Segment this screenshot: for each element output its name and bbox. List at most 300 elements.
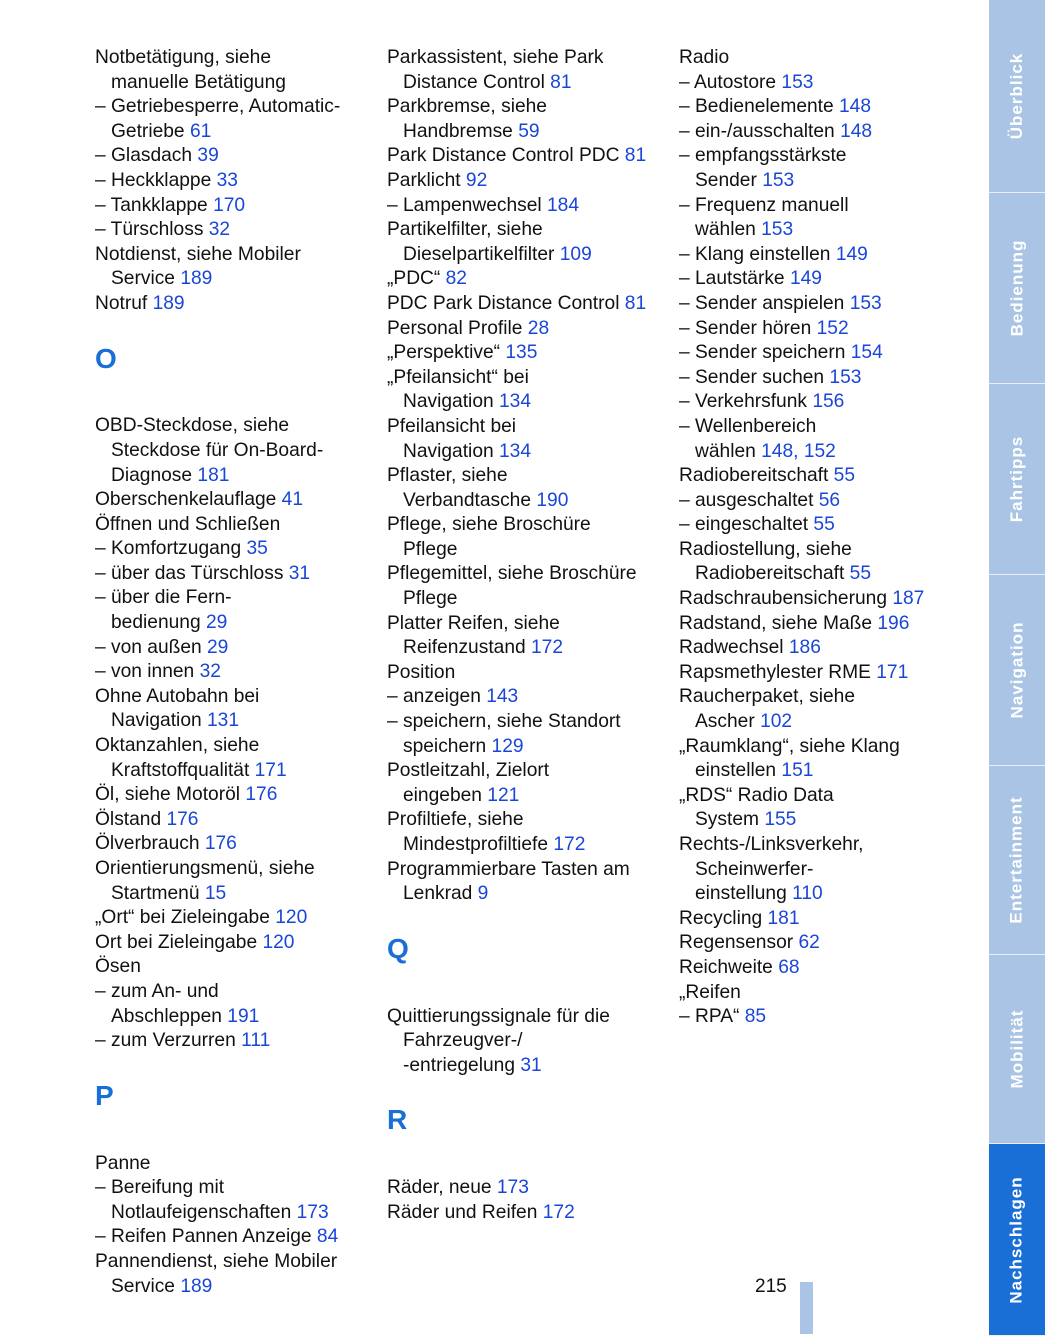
entry-text: Recycling [679,907,768,929]
entry-text: Personal Profile [387,317,528,339]
page-reference-link[interactable]: 189 [152,292,185,314]
index-entry [95,218,360,243]
index-entry [387,194,657,219]
section-letter-heading: P [95,1079,114,1111]
entry-text: „Perspektive“ [387,342,506,364]
entry-text: Ösen [95,956,141,978]
page-reference-link[interactable]: 172 [531,637,564,659]
index-entry [679,513,949,538]
index-entry-continuation [387,243,657,268]
entry-text: – Lampenwechsel [387,194,547,216]
entry-text: Service [111,268,181,290]
entry-text: Panne [95,1152,151,1174]
index-entry [387,46,657,71]
entry-text: Fahrzeugver-/ [403,1030,523,1052]
index-entry-continuation [679,808,949,833]
entry-text: Pflege [403,538,458,560]
entry-text: Regensensor [679,932,799,954]
entry-text: – Wellenbereich [679,415,817,437]
entry-text: – eingeschaltet [679,514,814,536]
index-entry [387,858,657,883]
page-reference-link[interactable]: 155 [764,809,797,831]
entry-text: – Komfortzugang [95,538,247,560]
page-reference-link[interactable]: 39 [197,145,219,167]
index-entry [95,46,360,71]
index-entry-continuation [387,636,657,661]
entry-text: „Ort“ bei Zieleingabe [95,907,276,929]
entry-text: Orientierungsmenü, siehe [95,858,315,880]
entry-text: bedienung [111,612,206,634]
page-reference-link[interactable]: 92 [465,169,488,191]
entry-text: – Sender anspielen [679,292,850,314]
page-reference-link[interactable]: 33 [216,169,238,191]
index-entry [387,169,657,194]
entry-text: Pflaster, siehe [387,465,508,487]
section-tab-label: Navigation [1007,621,1026,719]
entry-text: Öffnen und Schließen [95,513,281,535]
entry-text: -entriegelung [403,1054,521,1076]
index-entry [679,95,949,120]
entry-text: Quittierungssignale für die [387,1005,610,1027]
index-entry [95,1152,360,1177]
page-reference-link[interactable]: 111 [241,1030,271,1052]
entry-text: Profiltiefe, siehe [387,809,524,831]
entry-text: – über das Türschloss [95,562,289,584]
entry-text: Notruf [95,292,153,314]
section-tab-label: Nachschlagen [1007,1175,1027,1304]
entry-text: – Glasdach [95,145,198,167]
page-reference-link[interactable]: 82 [445,268,467,290]
entry-text: – von innen [95,661,200,683]
index-entry [679,120,949,145]
entry-text: Verbandtasche [403,489,537,511]
page-reference-link[interactable]: 171 [876,661,909,683]
section-letter-heading: Q [387,932,409,964]
index-entry-continuation [679,759,949,784]
entry-text: Ohne Autobahn bei [95,685,260,707]
entry-text: System [695,809,765,831]
entry-text: manuelle Betätigung [111,71,286,93]
entry-text: „RDS“ Radio Data [679,784,834,806]
index-entry-continuation [387,538,657,563]
entry-text: Pannendienst, siehe Mobiler [95,1250,338,1272]
entry-text: Öl, siehe Motoröl [95,784,246,806]
index-entry [95,414,360,439]
entry-text: Rechts-/Linksverkehr, [679,834,864,855]
index-entry-continuation [95,709,360,734]
index-entry [95,95,360,120]
entry-text: – über die Fern- [95,587,232,609]
page-reference-link[interactable]: 121 [487,784,520,806]
page-reference-link[interactable]: 176 [204,833,237,855]
page-reference-link[interactable]: 196 [877,612,910,634]
entry-text: Radiobereitschaft [679,465,834,487]
entry-text: „PDC“ [387,268,446,290]
entry-text: – Autostore [679,71,782,93]
index-entry-continuation [387,71,657,96]
page-reference-link[interactable]: 191 [227,1005,260,1027]
entry-text: Raucherpaket, siehe [679,686,855,708]
index-entry [95,980,360,1005]
entry-text: Scheinwerfer- [695,858,814,880]
entry-text: Navigation [403,440,499,462]
index-entry [679,366,949,391]
index-entry [387,1201,657,1226]
page-reference-link[interactable]: 151 [781,760,814,782]
entry-text: Räder, neue [387,1177,497,1199]
section-tab[interactable] [989,384,1045,575]
index-entry [95,1176,360,1201]
entry-text: – speichern, siehe Standort [387,711,621,733]
page-reference-link[interactable]: 153 [761,219,794,241]
entry-text: – Sender suchen [679,366,830,388]
entry-text: Pfeilansicht bei [387,415,517,437]
entry-text: speichern [403,735,492,757]
index-entry [95,906,360,931]
page-reference-link[interactable]: 181 [197,464,230,486]
entry-text: einstellung [695,883,793,905]
entry-text: Steckdose für On-Board- [111,439,324,461]
page-reference-link[interactable]: 171 [254,759,287,781]
index-entry [679,144,949,169]
entry-text: – Frequenz manuell [679,194,849,216]
index-entry [387,1176,657,1201]
page-reference-link[interactable]: 84 [316,1226,339,1248]
index-entry [679,243,949,268]
section-tab[interactable] [989,1144,1045,1336]
index-entry [387,267,657,292]
section-tab[interactable] [989,955,1045,1144]
page-reference-link[interactable]: 29 [205,612,228,634]
index-entry [679,587,949,612]
entry-text: Platter Reifen, siehe [387,612,560,634]
page-reference-link[interactable]: 173 [496,1177,529,1199]
page-reference-link[interactable]: 181 [767,907,800,929]
page-reference-link[interactable]: 156 [812,391,845,413]
entry-text: Service [111,1275,181,1297]
section-tab[interactable] [989,0,1045,193]
entry-text: Mindestprofiltiefe [403,834,554,855]
page-reference-link[interactable]: 56 [818,489,841,511]
entry-text: Lenkrad [403,883,478,905]
page-reference-link[interactable]: 148 [840,120,873,142]
entry-text: „Pfeilansicht“ bei [387,366,529,388]
entry-text: eingeben [403,784,488,806]
index-entry-continuation [95,267,360,292]
page-reference-link[interactable]: 187 [892,588,925,610]
index-entry [679,661,949,686]
entry-text: Position [387,661,456,683]
index-entry-continuation [679,882,949,907]
index-entry-continuation [387,390,657,415]
entry-text: Oktanzahlen, siehe [95,735,260,757]
entry-text: Handbremse [403,120,519,142]
entry-text: – Bedienelemente [679,96,840,118]
entry-text: Sender [695,169,763,191]
page-reference-link[interactable]: 32 [199,661,221,683]
section-tab[interactable] [989,575,1045,766]
page-reference-link[interactable]: 9 [477,883,489,905]
page-reference-link[interactable]: 135 [505,342,538,364]
page-reference-link[interactable]: 152 [816,317,849,339]
entry-text: Kraftstoffqualität [111,759,255,781]
entry-text: Distance Control [403,71,551,93]
page-reference-link[interactable]: 170 [213,194,246,216]
index-entry [95,931,360,956]
index-entry [679,784,949,809]
page-reference-link[interactable]: 61 [189,120,212,142]
page-reference-link[interactable]: 190 [536,489,569,511]
page-reference-link[interactable]: 31 [520,1054,542,1076]
entry-text: – Klang einstellen [679,243,836,265]
entry-text: Ölstand [95,808,167,830]
page-reference-link[interactable]: 32 [208,219,231,241]
page-reference-link[interactable]: 153 [781,71,814,93]
entry-text: „Reifen [679,981,741,1003]
index-entry [679,538,949,563]
index-entry-continuation [387,587,657,612]
entry-text: PDC Park Distance Control [387,292,625,314]
index-entry [95,783,360,808]
index-entry [387,1005,657,1030]
entry-text: – ausgeschaltet [679,489,819,511]
entry-text: Programmierbare Tasten am [387,858,630,880]
index-entry-continuation [387,440,657,465]
page-reference-link[interactable]: 62 [798,932,820,954]
section-tab-label: Entertainment [1007,796,1027,924]
section-tab[interactable] [989,766,1045,955]
index-entry [679,390,949,415]
index-entry [95,636,360,661]
entry-text: Notbetätigung, siehe [95,47,272,68]
page-reference-link[interactable]: 31 [288,562,311,584]
page-reference-link[interactable]: 120 [262,931,295,953]
index-entry [679,317,949,342]
entry-text: Pflegemittel, siehe Broschüre [387,563,637,585]
index-entry [679,636,949,661]
page-reference-link[interactable]: 129 [491,735,524,757]
page-reference-link[interactable]: 15 [204,882,227,904]
index-entry [387,562,657,587]
index-entry [679,981,949,1006]
entry-text: Ascher [695,711,761,733]
page-reference-link[interactable]: 41 [281,489,304,511]
entry-text: – Türschloss [95,219,209,241]
index-entry [95,832,360,857]
index-entry-continuation [387,1029,657,1054]
entry-text: Reifenzustand [403,637,531,659]
page-number: 215 [755,1276,787,1297]
page-reference-link[interactable]: 85 [744,1006,767,1028]
page-reference-link[interactable]: 120 [275,907,308,929]
entry-text: – ein-/ausschalten [679,120,841,142]
index-column-3 [679,46,949,1030]
section-tab-label: Überblick [1007,52,1027,140]
index-entry [95,243,360,268]
page-reference-link[interactable]: 143 [486,686,519,708]
index-entry-continuation [95,464,360,489]
page-reference-link[interactable]: 59 [518,120,540,142]
section-tab[interactable] [989,193,1045,384]
index-entry [95,488,360,513]
entry-text: – von außen [95,636,208,658]
entry-text: – RPA“ [679,1006,745,1028]
index-entry [95,562,360,587]
entry-text: Getriebe [111,120,190,142]
page-reference-link[interactable]: 55 [813,514,835,536]
section-tab-label: Fahrtipps [1007,435,1027,523]
index-entry-continuation [95,759,360,784]
index-entry [387,292,657,317]
page-reference-link[interactable]: 149 [835,243,868,265]
page-reference-link[interactable]: 184 [547,194,580,216]
index-entry [387,513,657,538]
page-reference-link[interactable]: 102 [760,711,793,733]
entry-text: Navigation [403,391,499,413]
page-reference-link[interactable]: 134 [499,440,532,462]
index-entry-continuation [95,1201,360,1226]
page-reference-link[interactable]: 186 [788,637,821,659]
index-entry [679,292,949,317]
entry-text: Reichweite [679,956,779,978]
entry-text: Radiobereitschaft [695,563,850,585]
index-entry [387,144,657,169]
page-reference-link[interactable]: 81 [624,145,647,167]
entry-text: wählen [695,440,762,462]
page-marker-bar [800,1282,813,1334]
page-reference-link[interactable]: 131 [207,710,240,732]
index-entry-continuation [95,1275,360,1300]
index-entry [387,218,657,243]
page-reference-link[interactable]: 148 [839,96,872,118]
page-reference-link[interactable]: 110 [792,883,823,905]
section-tab-bar [989,0,1045,1335]
page-reference-link[interactable]: 35 [246,538,268,560]
index-entry [95,586,360,611]
page-reference-link[interactable]: 81 [550,71,572,93]
index-entry [387,710,657,735]
entry-text: „Raumklang“, siehe Klang [679,735,900,757]
entry-text: Pflege, siehe Broschüre [387,514,591,536]
index-entry [387,661,657,686]
index-entry-continuation [95,882,360,907]
index-entry [95,1250,360,1275]
page-reference-link[interactable]: 55 [849,563,871,585]
entry-text: – Heckklappe [95,169,217,191]
index-entry [679,833,949,858]
index-entry [95,685,360,710]
page-reference-link[interactable]: 176 [166,808,199,830]
index-entry [679,956,949,981]
page-reference-link[interactable]: 149 [789,268,822,290]
index-entry-continuation [679,710,949,735]
index-entry [95,660,360,685]
section-letter-heading: O [95,342,117,374]
page-reference-link[interactable]: 153 [829,366,862,388]
index-entry [95,144,360,169]
entry-text: einstellen [695,760,782,782]
page-reference-link[interactable]: 134 [499,391,532,413]
page-reference-link[interactable]: 176 [245,784,278,806]
index-entry-continuation [95,611,360,636]
index-entry-continuation [387,120,657,145]
index-entry [95,734,360,759]
entry-text: – Tankklappe [95,194,214,216]
index-column-2 [387,46,657,1225]
entry-text: Radstand, siehe Maße [679,612,878,634]
entry-text: Oberschenkelauflage [95,489,282,511]
index-entry [679,907,949,932]
index-entry [679,1005,949,1030]
page-reference-link[interactable]: 189 [180,268,213,290]
page-reference-link[interactable]: 29 [207,636,229,658]
index-entry [387,366,657,391]
entry-text: – zum Verzurren [95,1030,242,1052]
page-reference-link[interactable]: 173 [296,1201,329,1223]
entry-text: – Sender hören [679,317,817,339]
entry-text: – Bereifung mit [95,1177,225,1199]
section-letter-heading: R [387,1104,408,1136]
entry-text: – Reifen Pannen Anzeige [95,1226,317,1248]
page-reference-link[interactable]: 172 [553,834,586,855]
entry-text: Park Distance Control PDC [387,145,625,167]
page-reference-link[interactable]: 189 [180,1275,213,1297]
page-reference-link[interactable]: 148, 152 [761,440,836,462]
index-entry [387,612,657,637]
page-reference-link[interactable]: 153 [762,169,795,191]
index-entry [95,857,360,882]
entry-text: Startmenü [111,882,205,904]
index-entry [679,71,949,96]
index-entry-continuation [95,1005,360,1030]
index-entry [679,612,949,637]
index-entry-continuation [387,489,657,514]
index-entry [95,169,360,194]
index-entry [95,1029,360,1054]
page-reference-link[interactable]: 153 [849,292,882,314]
index-entry-continuation [679,858,949,883]
page-reference-link[interactable]: 55 [833,465,855,487]
entry-text: Abschleppen [111,1005,228,1027]
index-entry [95,537,360,562]
index-entry-continuation [387,833,657,858]
index-entry [679,931,949,956]
page-reference-link[interactable]: 154 [850,342,883,364]
section-tab-label: Bedienung [1007,239,1026,337]
index-entry [387,464,657,489]
entry-text: Parkassistent, siehe Park [387,47,604,68]
index-entry [387,415,657,440]
index-entry [679,46,949,71]
section-tab-label: Mobilität [1007,1009,1027,1089]
index-column-1 [95,46,360,1299]
index-entry [387,341,657,366]
index-entry [679,267,949,292]
entry-text: Notlaufeigenschaften [111,1201,297,1223]
page-reference-link[interactable]: 172 [542,1201,575,1223]
entry-text: Postleitzahl, Zielort [387,760,550,782]
page-reference-link[interactable]: 109 [559,243,592,265]
index-entry [679,735,949,760]
index-entry [679,685,949,710]
entry-text: – zum An- und [95,980,219,1002]
index-entry [679,194,949,219]
page-reference-link[interactable]: 81 [624,292,647,314]
entry-text: Radschraubensicherung [679,588,893,610]
page-reference-link[interactable]: 68 [778,956,800,978]
page-reference-link[interactable]: 28 [527,317,550,339]
index-entry [679,489,949,514]
